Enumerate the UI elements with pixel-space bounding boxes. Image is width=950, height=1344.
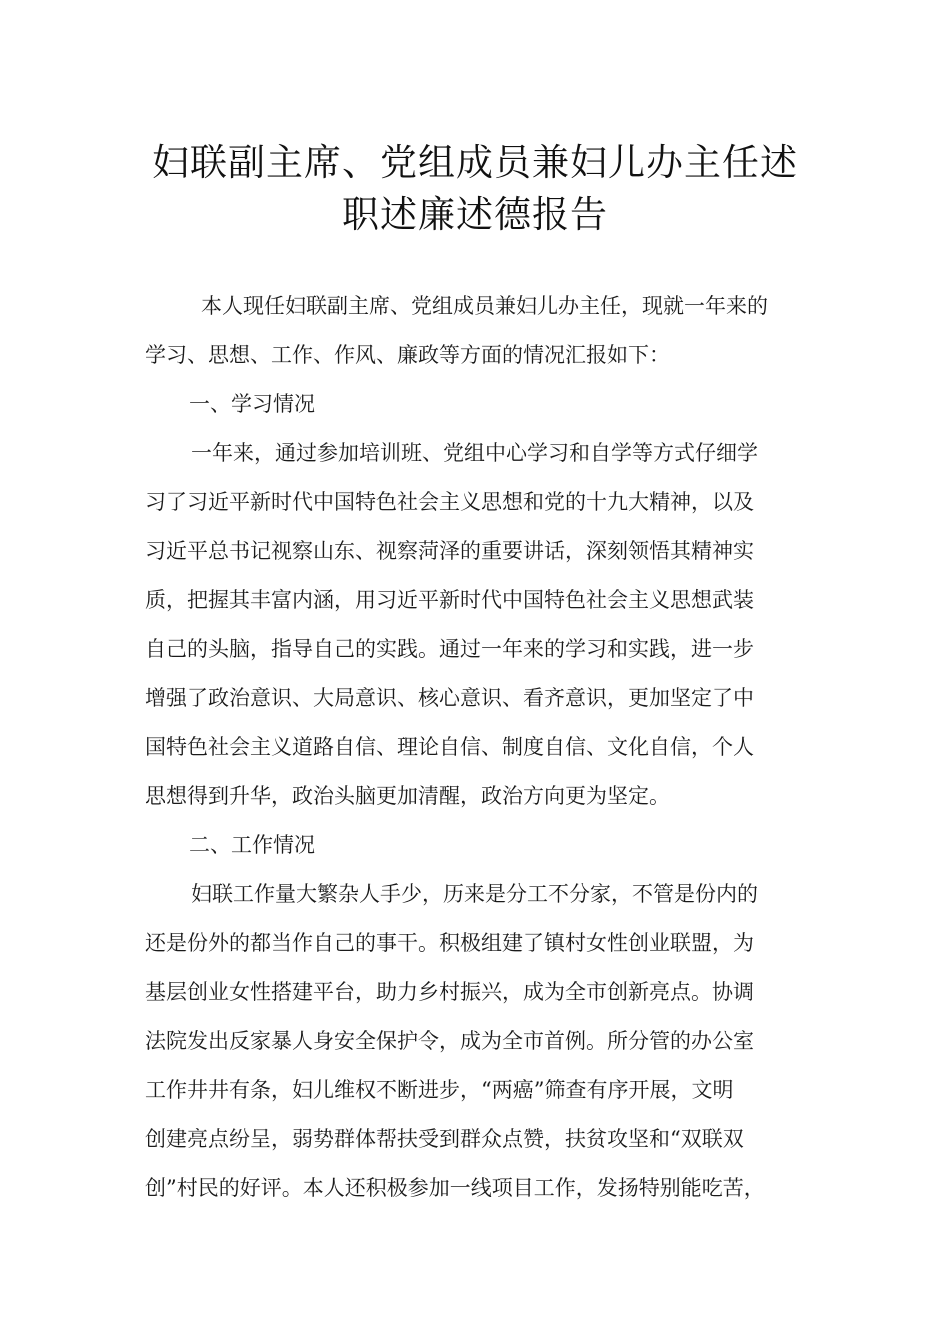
paragraph-line: 习近平总书记视察山东、视察菏泽的重要讲话，深刻领悟其精神实 xyxy=(145,539,754,563)
paragraph-line: 学习、思想、工作、作风、廉政等方面的情况汇报如下： xyxy=(145,343,670,367)
paragraph-line: 基层创业女性搭建平台，助力乡村振兴，成为全市创新亮点。协调 xyxy=(145,980,754,1004)
paragraph-line: 创建亮点纷呈，弱势群体帮扶受到群众点赞，扶贫攻坚和“双联双 xyxy=(145,1127,744,1151)
paragraph-line: 自己的头脑，指导自己的实践。通过一年来的学习和实践，进一步 xyxy=(145,637,754,661)
paragraph-line: 工作井井有条，妇儿维权不断进步，“两癌”筛查有序开展，文明 xyxy=(145,1078,734,1102)
document-title-line-2: 职述廉述德报告 xyxy=(342,193,608,236)
document-title-line-1: 妇联副主席、党组成员兼妇儿办主任述 xyxy=(152,141,798,184)
paragraph-line: 妇联工作量大繁杂人手少，历来是分工不分家，不管是份内的 xyxy=(191,882,758,906)
paragraph-line: 质，把握其丰富内涵，用习近平新时代中国特色社会主义思想武装 xyxy=(145,588,754,612)
section-heading: 二、工作情况 xyxy=(189,833,315,857)
paragraph-line: 本人现任妇联副主席、党组成员兼妇儿办主任，现就一年来的 xyxy=(201,294,768,318)
paragraph-line: 创”村民的好评。本人还积极参加一线项目工作，发扬特别能吃苦， xyxy=(145,1176,765,1200)
paragraph-line: 习了习近平新时代中国特色社会主义思想和党的十九大精神，以及 xyxy=(145,490,754,514)
paragraph-line: 思想得到升华，政治头脑更加清醒，政治方向更为坚定。 xyxy=(145,784,670,808)
paragraph-line: 还是份外的都当作自己的事干。积极组建了镇村女性创业联盟，为 xyxy=(145,931,754,955)
section-heading: 一、学习情况 xyxy=(189,392,315,416)
paragraph-line: 增强了政治意识、大局意识、核心意识、看齐意识，更加坚定了中 xyxy=(145,686,754,710)
paragraph-line: 法院发出反家暴人身安全保护令，成为全市首例。所分管的办公室 xyxy=(145,1029,754,1053)
document-body xyxy=(145,282,835,1213)
paragraph-line: 国特色社会主义道路自信、理论自信、制度自信、文化自信，个人 xyxy=(145,735,754,759)
paragraph-line: 一年来，通过参加培训班、党组中心学习和自学等方式仔细学 xyxy=(191,441,758,465)
